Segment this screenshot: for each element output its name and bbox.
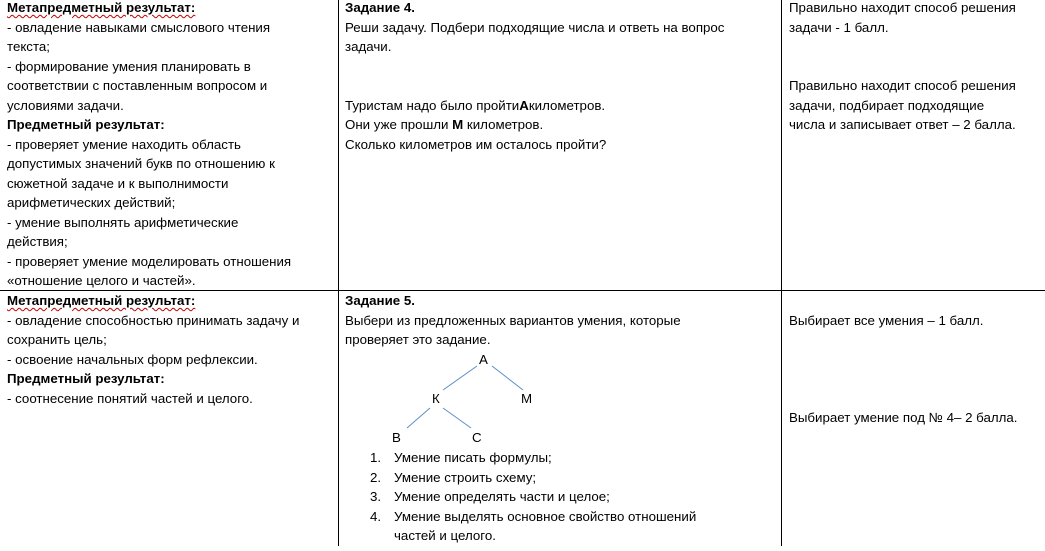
task-title: Задание 4. xyxy=(345,0,415,15)
meta-line: текста; xyxy=(7,39,50,54)
column-divider xyxy=(781,0,782,546)
meta-line: - формирование умения планировать в xyxy=(7,58,251,74)
node-k: К xyxy=(432,391,440,406)
score-line: Правильно находит способ решения xyxy=(789,0,1016,15)
row1-score-cell xyxy=(789,0,1045,135)
subject-line: - соотнесение понятий частей и целого. xyxy=(7,390,253,406)
score-line: задачи - 1 балл. xyxy=(789,19,889,35)
node-b: В xyxy=(392,430,401,445)
meta-line: - овладение навыками смыслового чтения xyxy=(7,19,271,35)
list-item-continuation: частей и целого. xyxy=(394,528,496,543)
task-intro-line: проверяет это задание. xyxy=(345,332,491,347)
subject-line: - проверяет умение моделировать отношения xyxy=(7,253,292,269)
row1-task-cell xyxy=(345,0,775,154)
meta-line: сохранить цель; xyxy=(7,332,107,347)
score-line: Выбирает все умения – 1 балл. xyxy=(789,313,984,328)
task-text-line: Сколько километров им осталось пройти? xyxy=(345,136,607,152)
meta-line: условиями задачи. xyxy=(7,97,124,113)
score-line: Выбирает умение под № 4– 2 балла. xyxy=(789,410,1018,425)
task-text-line: Они уже прошли М километров. xyxy=(345,117,544,132)
task-intro-line: задачи. xyxy=(345,39,392,54)
subject-heading: Предметный результат: xyxy=(7,117,165,132)
subject-heading: Предметный результат: xyxy=(7,371,165,386)
node-c: С xyxy=(472,430,482,445)
row2-score-cell xyxy=(789,311,1045,331)
tree-scheme-diagram xyxy=(380,352,550,448)
row2-score-cell-2 xyxy=(789,408,1045,428)
edge-k-b xyxy=(407,408,430,428)
meta-heading: Метапредметный результат: xyxy=(7,293,196,308)
meta-line: соответствии с поставленным вопросом и xyxy=(7,78,268,93)
subject-line: допустимых значений букв по отношению к xyxy=(7,156,275,171)
list-item: 1. Умение писать формулы; xyxy=(370,450,552,465)
meta-line: - овладение способностью принимать задачу и xyxy=(7,312,300,328)
column-divider xyxy=(338,0,339,546)
subject-line: сюжетной задаче и к выполнимости xyxy=(7,175,229,191)
list-item: 4. Умение выделять основное свойство отношений xyxy=(370,508,697,524)
node-m: М xyxy=(521,391,533,406)
row2-task-cell xyxy=(345,291,775,350)
list-item: 2. Умение строить схему; xyxy=(370,469,537,485)
task-intro-line: Выбери из предложенных вариантов умения, которые xyxy=(345,312,681,328)
meta-heading: Метапредметный результат: xyxy=(7,0,196,15)
subject-line: - проверяет умение находить область xyxy=(7,136,241,152)
subject-line: арифметических действий; xyxy=(7,195,176,210)
task-intro-line: Реши задачу. Подбери подходящие числа и ответь на вопрос xyxy=(345,19,725,35)
task-title: Задание 5. xyxy=(345,293,415,308)
edge-a-m xyxy=(492,366,523,390)
subject-line: «отношение целого и частей». xyxy=(7,273,196,288)
meta-line: - освоение начальных форм рефлексии. xyxy=(7,351,258,367)
row2-results-cell xyxy=(7,291,337,408)
node-a: А xyxy=(479,352,488,367)
subject-line: - умение выполнять арифметические xyxy=(7,214,239,230)
skill-options-list xyxy=(370,448,696,546)
task-text-line: Туристам надо было пройтиАкилометров. xyxy=(345,97,606,113)
row1-results-cell xyxy=(7,0,337,291)
list-item: 3. Умение определять части и целое; xyxy=(370,489,610,504)
score-line: Правильно находит способ решения xyxy=(789,78,1016,93)
edge-a-k xyxy=(443,366,477,390)
score-line: числа и записывает ответ – 2 балла. xyxy=(789,117,1016,132)
subject-line: действия; xyxy=(7,234,68,249)
edge-k-c xyxy=(443,408,471,428)
score-line: задачи, подбирает подходящие xyxy=(789,97,985,113)
